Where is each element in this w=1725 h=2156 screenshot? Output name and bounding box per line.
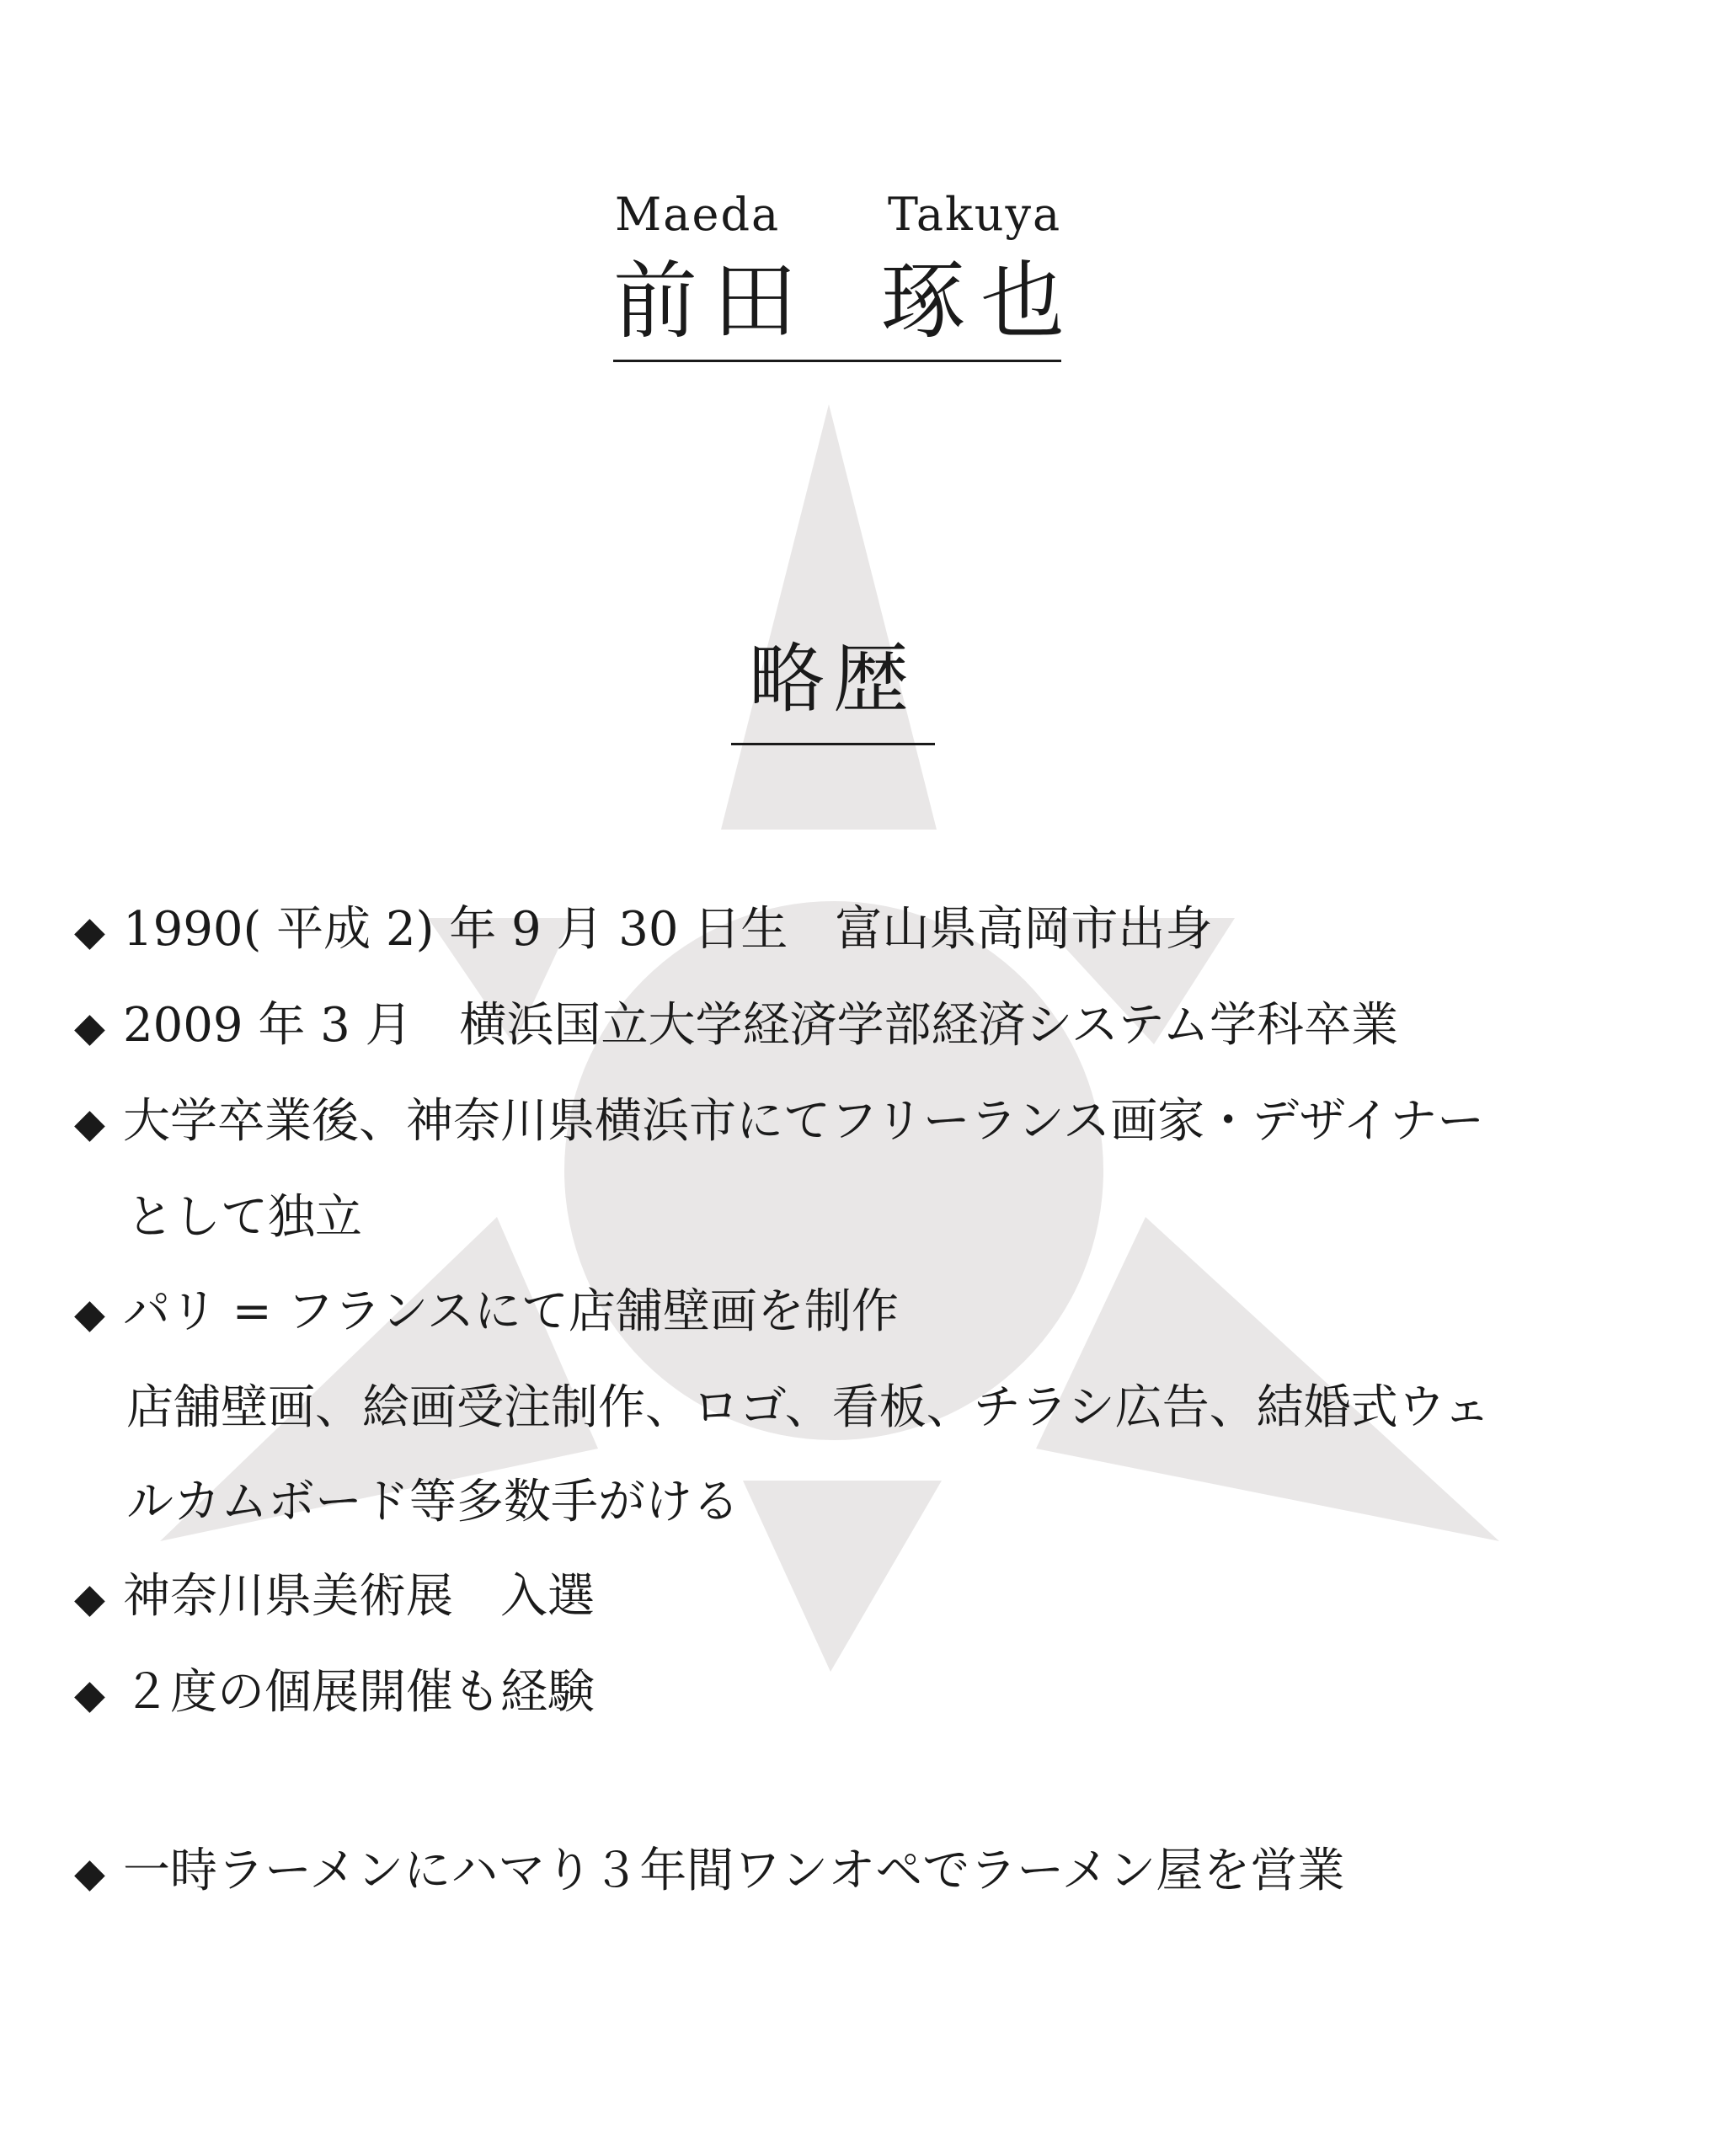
name-underline	[613, 360, 1061, 362]
romaji-family-name: Maeda	[615, 188, 781, 241]
diamond-bullet-icon: ◆	[74, 1290, 105, 1337]
name-block	[613, 188, 1080, 365]
diamond-bullet-icon: ◆	[74, 1004, 105, 1051]
kanji-given-name: 琢也	[881, 252, 1080, 350]
career-item-text: ２度の個展開催も経験	[123, 1665, 595, 1720]
career-item	[74, 883, 1700, 979]
section-title: 略歴	[749, 635, 917, 723]
career-item	[74, 1265, 1700, 1550]
diamond-bullet-icon: ◆	[74, 1849, 105, 1897]
career-item	[74, 1824, 1700, 1920]
career-item-text: 一時ラーメンにハマり３年間ワンオペでラーメン屋を営業	[123, 1844, 1345, 1898]
career-item-text: 2009 年 3 月 横浜国立大学経済学部経済システム学科卒業	[123, 998, 1398, 1053]
career-list	[74, 883, 1700, 1920]
career-item	[74, 1075, 1700, 1265]
career-item-continuation: として独立	[126, 1190, 362, 1245]
career-item	[74, 979, 1700, 1075]
diamond-bullet-icon: ◆	[74, 908, 105, 955]
career-item-text: 神奈川県美術展 入選	[123, 1569, 595, 1624]
career-item-continuation: 店舗壁画、絵画受注制作、ロゴ、看板、チラシ広告、結婚式ウェ	[126, 1380, 1491, 1435]
career-item-text: パリ = フランスにて店舗壁画を制作	[123, 1284, 899, 1339]
career-item	[74, 1646, 1700, 1742]
career-item-text: 1990( 平成 2) 年 9 月 30 日生 富山県高岡市出身	[123, 902, 1213, 957]
career-item-continuation: ルカムボード等多数手がける	[126, 1475, 740, 1529]
kanji-family-name: 前田	[613, 252, 812, 350]
romaji-given-name: Takuya	[888, 188, 1062, 241]
career-item-text: 大学卒業後、神奈川県横浜市にてフリーランス画家・デザイナー	[123, 1094, 1485, 1149]
section-title-underline	[731, 743, 935, 745]
diamond-bullet-icon: ◆	[74, 1575, 105, 1622]
career-item	[74, 1550, 1700, 1646]
diamond-bullet-icon: ◆	[74, 1100, 105, 1147]
diamond-bullet-icon: ◆	[74, 1671, 105, 1718]
